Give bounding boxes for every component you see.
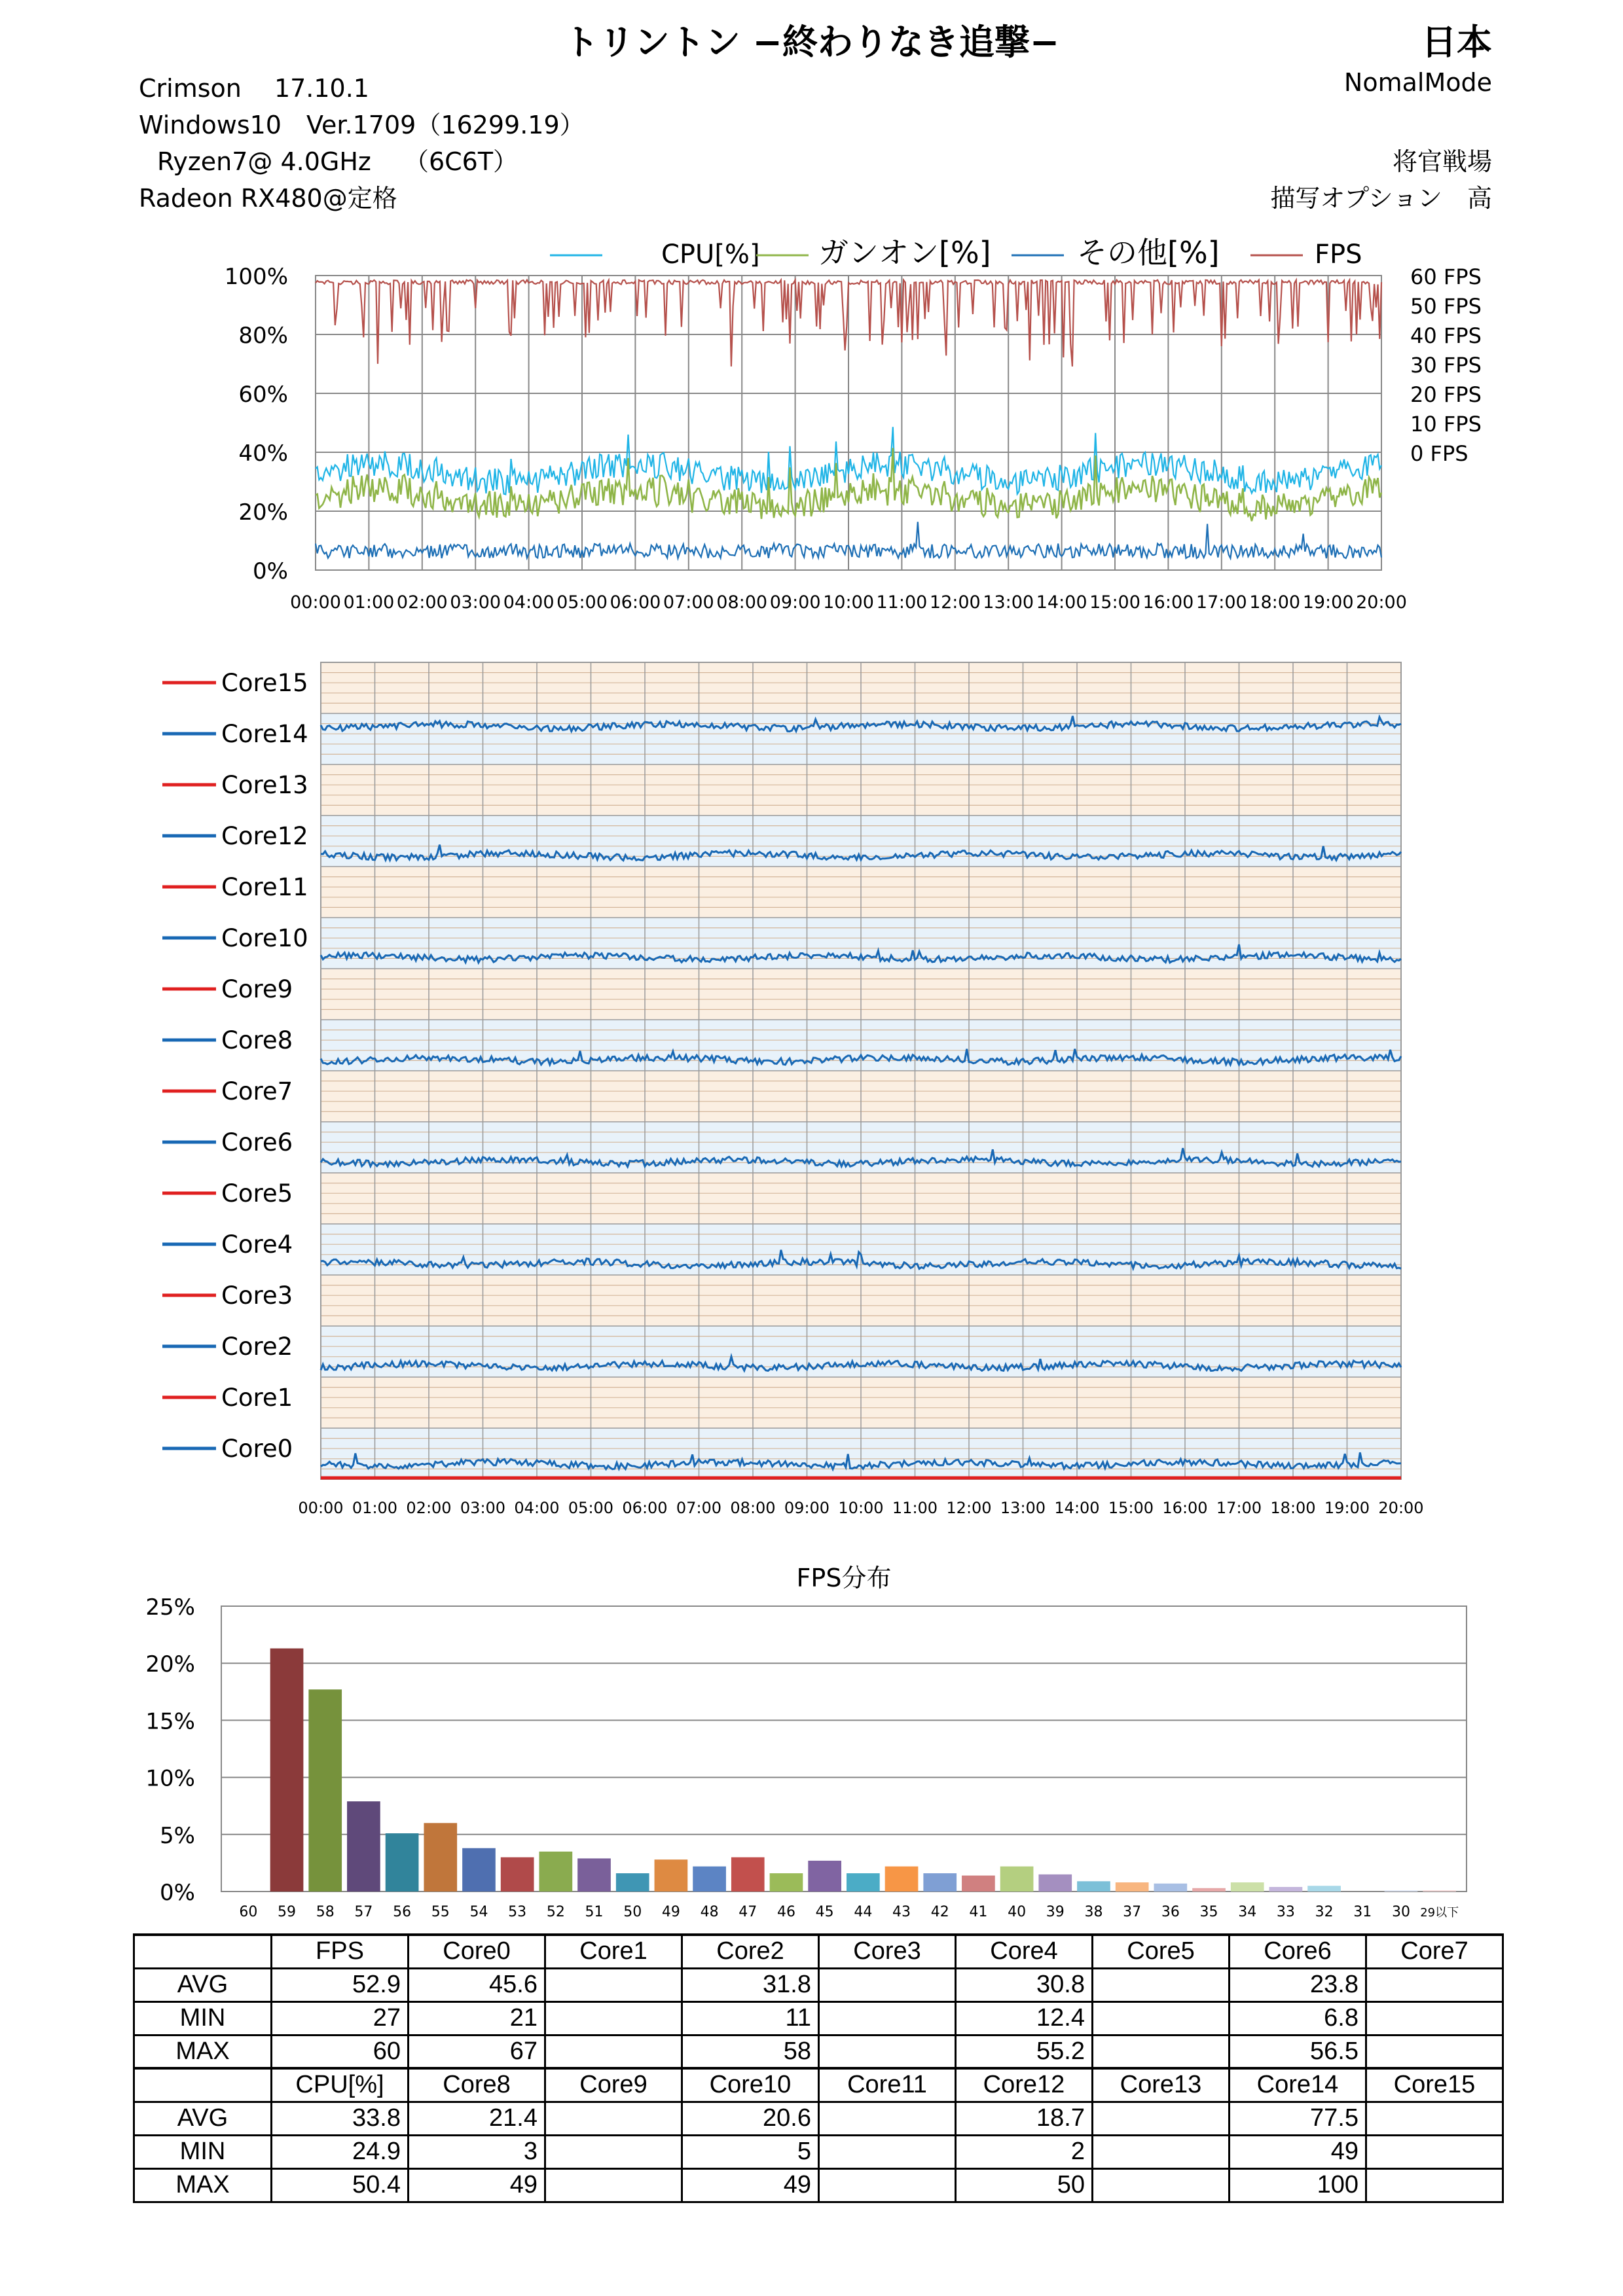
bar [347, 1801, 380, 1892]
table-cell [819, 2168, 956, 2202]
x-tick-label: 11:00 [892, 1499, 938, 1517]
table-cell [1366, 2001, 1503, 2035]
table-cell: 12.4 [956, 2001, 1093, 2035]
bar [577, 1858, 611, 1892]
legend-label-core: Core3 [221, 1282, 293, 1310]
table-cell: 100 [1230, 2168, 1366, 2202]
x-tick-label: 17:00 [1195, 592, 1247, 613]
table-header-cell: Core2 [682, 1935, 819, 1968]
table-cell [1093, 1968, 1230, 2001]
bar [655, 1859, 688, 1892]
x-tick-label: 15:00 [1108, 1499, 1154, 1517]
x-tick-label: 15:00 [1089, 592, 1140, 613]
x-tick-label: 07:00 [663, 592, 714, 613]
fps-distribution-chart [0, 1551, 1623, 1924]
legend-label-core: Core0 [221, 1435, 293, 1463]
x-tick-label: 53 [508, 1904, 527, 1920]
table-cell: 24.9 [272, 2135, 409, 2168]
x-tick-label: 13:00 [1000, 1499, 1046, 1517]
x-tick-label: 55 [431, 1904, 450, 1920]
table-header-cell: CPU[%] [272, 2068, 409, 2102]
bar [1231, 1882, 1264, 1892]
table-corner-cell [134, 1935, 272, 1968]
legend-label-core: Core6 [221, 1128, 293, 1157]
table-cell: 50.4 [272, 2168, 409, 2202]
table-header-cell: Core6 [1230, 1935, 1366, 1968]
table-cell [819, 1968, 956, 2001]
bar [1269, 1887, 1303, 1892]
bar [270, 1649, 304, 1892]
table-header-row [134, 2068, 1503, 2102]
x-tick-label: 02:00 [396, 592, 448, 613]
table-cell: 21.4 [409, 2102, 545, 2135]
table-cell: 21 [409, 2001, 545, 2035]
bar [1077, 1881, 1110, 1892]
bar [923, 1873, 957, 1892]
quality-setting: 描写オプション 高 [1270, 184, 1492, 213]
table-cell [1093, 2001, 1230, 2035]
x-tick-label: 60 [239, 1904, 258, 1920]
x-tick-label: 39 [1046, 1904, 1065, 1920]
x-tick-label: 59 [278, 1904, 297, 1920]
cpu-fps-timeline-chart [0, 223, 1623, 628]
y-left-tick-label: 60% [238, 382, 288, 408]
x-tick-label: 46 [776, 1904, 795, 1920]
x-tick-label: 03:00 [460, 1499, 506, 1517]
legend-label-core: Core8 [221, 1026, 293, 1054]
os-version: Windows10 Ver.1709（16299.19） [139, 111, 585, 139]
table-cell [545, 2035, 682, 2068]
table-cell: 60 [272, 2035, 409, 2068]
table-cell: 20.6 [682, 2102, 819, 2135]
x-tick-label: 47 [739, 1904, 757, 1920]
legend-label-core: Core1 [221, 1384, 293, 1412]
x-tick-label: 34 [1238, 1904, 1257, 1920]
table-cell: 55.2 [956, 2035, 1093, 2068]
y-tick-label: 0% [160, 1880, 195, 1906]
x-tick-label: 41 [969, 1904, 988, 1920]
y-tick-label: 10% [145, 1765, 195, 1792]
x-tick-label: 01:00 [352, 1499, 398, 1517]
x-tick-label: 31 [1353, 1904, 1372, 1920]
x-tick-label: 50 [623, 1904, 642, 1920]
bar [847, 1873, 880, 1892]
x-tick-label: 19:00 [1302, 592, 1354, 613]
x-tick-label: 51 [585, 1904, 604, 1920]
bar [693, 1867, 726, 1892]
table-header-cell: Core9 [545, 2068, 682, 2102]
x-tick-label: 12:00 [929, 592, 981, 613]
x-tick-label: 08:00 [730, 1499, 776, 1517]
table-header-cell: Core11 [819, 2068, 956, 2102]
x-tick-label: 08:00 [716, 592, 768, 613]
table-cell: 11 [682, 2001, 819, 2035]
table-header-cell: Core7 [1366, 1935, 1503, 1968]
x-tick-label: 35 [1199, 1904, 1218, 1920]
table-cell [1093, 2035, 1230, 2068]
x-tick-label: 01:00 [343, 592, 395, 613]
x-tick-label: 18:00 [1249, 592, 1301, 613]
table-cell: 31.8 [682, 1968, 819, 2001]
legend-label-core: Core2 [221, 1333, 293, 1361]
table-cell [819, 2001, 956, 2035]
page-title: トリントン −終わりなき追撃− [563, 22, 1060, 63]
legend-label: FPS [1315, 240, 1362, 270]
table-cell [1093, 2135, 1230, 2168]
legend-label-core: Core10 [221, 924, 308, 952]
table-cell: 67 [409, 2035, 545, 2068]
y-right-tick-label: 30 FPS [1410, 353, 1482, 378]
bar [1423, 1890, 1456, 1892]
chart-title: FPS分布 [796, 1564, 892, 1592]
table-cell: 49 [409, 2168, 545, 2202]
x-tick-label: 49 [661, 1904, 680, 1920]
x-tick-label: 04:00 [514, 1499, 560, 1517]
y-left-tick-label: 100% [224, 264, 288, 290]
table-row [134, 2035, 1503, 2068]
x-tick-label: 19:00 [1324, 1499, 1370, 1517]
x-tick-label: 18:00 [1270, 1499, 1316, 1517]
x-tick-label: 13:00 [983, 592, 1034, 613]
map-name: 将官戦場 [1392, 147, 1492, 176]
table-cell: 49 [682, 2168, 819, 2202]
x-tick-label: 17:00 [1216, 1499, 1262, 1517]
y-tick-label: 20% [145, 1651, 195, 1678]
x-tick-label: 00:00 [298, 1499, 344, 1517]
bar [386, 1833, 419, 1892]
legend-label: ガンオン[%] [818, 235, 991, 270]
legend-label-core: Core4 [221, 1230, 293, 1259]
y-right-tick-label: 20 FPS [1410, 382, 1482, 407]
game-mode: NomalMode [1343, 68, 1492, 97]
x-tick-label: 40 [1008, 1904, 1027, 1920]
x-tick-label: 09:00 [784, 1499, 830, 1517]
table-cell: 45.6 [409, 1968, 545, 2001]
x-tick-label: 20:00 [1356, 592, 1407, 613]
x-tick-label: 04:00 [503, 592, 555, 613]
table-cell: 33.8 [272, 2102, 409, 2135]
legend-label-core: Core5 [221, 1179, 293, 1208]
x-tick-label: 00:00 [290, 592, 341, 613]
x-tick-label: 54 [469, 1904, 488, 1920]
y-left-tick-label: 20% [238, 499, 288, 526]
table-header-cell: Core13 [1093, 2068, 1230, 2102]
bar [885, 1867, 919, 1892]
table-cell: 50 [956, 2168, 1093, 2202]
table-cell [1093, 2168, 1230, 2202]
x-tick-label: 42 [930, 1904, 949, 1920]
bar [1038, 1874, 1072, 1892]
x-tick-label: 32 [1315, 1904, 1334, 1920]
bar [1000, 1867, 1034, 1892]
table-cell: 23.8 [1230, 1968, 1366, 2001]
table-cell [545, 2135, 682, 2168]
bar [1192, 1888, 1226, 1892]
table-cell: 56.5 [1230, 2035, 1366, 2068]
cpu-spec: Ryzen7@ 4.0GHz （6C6T） [157, 147, 519, 176]
bar [1385, 1890, 1418, 1892]
x-tick-label: 09:00 [769, 592, 821, 613]
table-cell [1366, 2135, 1503, 2168]
y-right-tick-label: 60 FPS [1410, 264, 1482, 289]
x-tick-label: 30 [1391, 1904, 1410, 1920]
table-cell [819, 2135, 956, 2168]
x-tick-label: 45 [815, 1904, 834, 1920]
legend-label: CPU[%] [661, 240, 760, 270]
table-header-cell: FPS [272, 1935, 409, 1968]
bar [539, 1852, 573, 1892]
bar [501, 1857, 534, 1892]
country-label: 日本 [1421, 22, 1492, 63]
bar [1116, 1882, 1149, 1892]
x-tick-label: 06:00 [622, 1499, 668, 1517]
y-right-tick-label: 40 FPS [1410, 323, 1482, 348]
x-tick-label: 12:00 [946, 1499, 992, 1517]
table-header-cell: Core12 [956, 2068, 1093, 2102]
table-cell: 77.5 [1230, 2102, 1366, 2135]
table-row [134, 2168, 1503, 2202]
bar [308, 1689, 342, 1892]
table-cell [1366, 2168, 1503, 2202]
table-cell: 52.9 [272, 1968, 409, 2001]
bar [962, 1876, 995, 1892]
table-cell [1366, 2102, 1503, 2135]
table-row-label: MAX [134, 2035, 272, 2068]
x-tick-label: 02:00 [406, 1499, 452, 1517]
table-row-label: MIN [134, 2001, 272, 2035]
table-cell: 30.8 [956, 1968, 1093, 2001]
table-cell [819, 2035, 956, 2068]
table-header-cell: Core8 [409, 2068, 545, 2102]
bar [424, 1823, 457, 1892]
table-cell: 49 [1230, 2135, 1366, 2168]
driver-version: Crimson 17.10.1 [139, 74, 369, 103]
table-cell [1093, 2102, 1230, 2135]
x-tick-label: 06:00 [610, 592, 661, 613]
bar [731, 1857, 765, 1892]
legend-label-core: Core13 [221, 771, 308, 799]
x-tick-label: 58 [316, 1904, 335, 1920]
table-header-row [134, 1935, 1503, 1968]
table-cell: 3 [409, 2135, 545, 2168]
y-tick-label: 25% [145, 1594, 195, 1621]
y-tick-label: 5% [160, 1822, 195, 1849]
x-tick-label: 16:00 [1162, 1499, 1208, 1517]
x-tick-label: 05:00 [568, 1499, 614, 1517]
y-right-tick-label: 10 FPS [1410, 412, 1482, 437]
x-tick-label: 16:00 [1142, 592, 1194, 613]
table-cell: 18.7 [956, 2102, 1093, 2135]
legend-label-core: Core12 [221, 822, 308, 850]
x-tick-label: 07:00 [676, 1499, 722, 1517]
legend-label-core: Core15 [221, 669, 308, 697]
table-header-cell: Core15 [1366, 2068, 1503, 2102]
y-left-tick-label: 80% [238, 323, 288, 349]
y-left-tick-label: 40% [238, 440, 288, 467]
table-cell: 6.8 [1230, 2001, 1366, 2035]
table-header-cell: Core1 [545, 1935, 682, 1968]
table-row-label: AVG [134, 2102, 272, 2135]
x-tick-label: 44 [854, 1904, 873, 1920]
x-tick-label: 48 [700, 1904, 719, 1920]
table-corner-cell [134, 2068, 272, 2102]
table-row [134, 2102, 1503, 2135]
y-left-tick-label: 0% [253, 558, 288, 584]
x-tick-label: 14:00 [1054, 1499, 1100, 1517]
bar [808, 1861, 841, 1892]
table-row-label: MAX [134, 2168, 272, 2202]
x-tick-label: 38 [1084, 1904, 1103, 1920]
x-tick-label: 14:00 [1036, 592, 1087, 613]
table-cell: 2 [956, 2135, 1093, 2168]
table-cell: 27 [272, 2001, 409, 2035]
table-cell [1366, 1968, 1503, 2001]
legend-label-core: Core14 [221, 720, 308, 748]
bar [1307, 1886, 1341, 1892]
x-tick-label: 20:00 [1378, 1499, 1424, 1517]
stats-table [133, 1933, 1504, 2203]
x-tick-label: 36 [1161, 1904, 1180, 1920]
table-row [134, 1968, 1503, 2001]
x-tick-label: 33 [1276, 1904, 1295, 1920]
x-tick-label: 10:00 [823, 592, 874, 613]
y-right-tick-label: 50 FPS [1410, 294, 1482, 319]
x-tick-label: 43 [892, 1904, 911, 1920]
table-row-label: AVG [134, 1968, 272, 2001]
table-header-cell: Core5 [1093, 1935, 1230, 1968]
table-row [134, 2001, 1503, 2035]
table-row [134, 2135, 1503, 2168]
table-header-cell: Core10 [682, 2068, 819, 2102]
x-tick-label: 10:00 [838, 1499, 884, 1517]
legend-label-core: Core7 [221, 1077, 293, 1105]
table-cell [545, 2168, 682, 2202]
y-right-tick-label: 0 FPS [1410, 441, 1468, 466]
x-tick-label: 52 [546, 1904, 565, 1920]
table-header-cell: Core4 [956, 1935, 1093, 1968]
bar [616, 1873, 649, 1892]
x-tick-label: 11:00 [876, 592, 928, 613]
table-cell: 5 [682, 2135, 819, 2168]
table-header-cell: Core14 [1230, 2068, 1366, 2102]
table-cell [545, 2001, 682, 2035]
table-cell: 58 [682, 2035, 819, 2068]
x-tick-label: 37 [1123, 1904, 1142, 1920]
x-tick-label: 03:00 [450, 592, 501, 613]
table-cell [1366, 2035, 1503, 2068]
y-tick-label: 15% [145, 1708, 195, 1735]
legend-label-core: Core9 [221, 975, 293, 1003]
table-cell [545, 1968, 682, 2001]
table-cell [545, 2102, 682, 2135]
table-header-cell: Core0 [409, 1935, 545, 1968]
table-row-label: MIN [134, 2135, 272, 2168]
x-tick-label: 57 [354, 1904, 373, 1920]
bar [1154, 1884, 1188, 1892]
x-tick-label: 56 [393, 1904, 412, 1920]
legend-label: その他[%] [1077, 235, 1220, 270]
table-header-cell: Core3 [819, 1935, 956, 1968]
table-cell [819, 2102, 956, 2135]
bar [462, 1848, 496, 1892]
legend-label-core: Core11 [221, 873, 308, 901]
x-tick-label: 05:00 [556, 592, 608, 613]
bar [770, 1873, 803, 1892]
gpu-spec: Radeon RX480@定格 [139, 184, 397, 213]
x-tick-label: 29以下 [1420, 1906, 1459, 1920]
core-usage-timeline-chart [0, 648, 1623, 1518]
